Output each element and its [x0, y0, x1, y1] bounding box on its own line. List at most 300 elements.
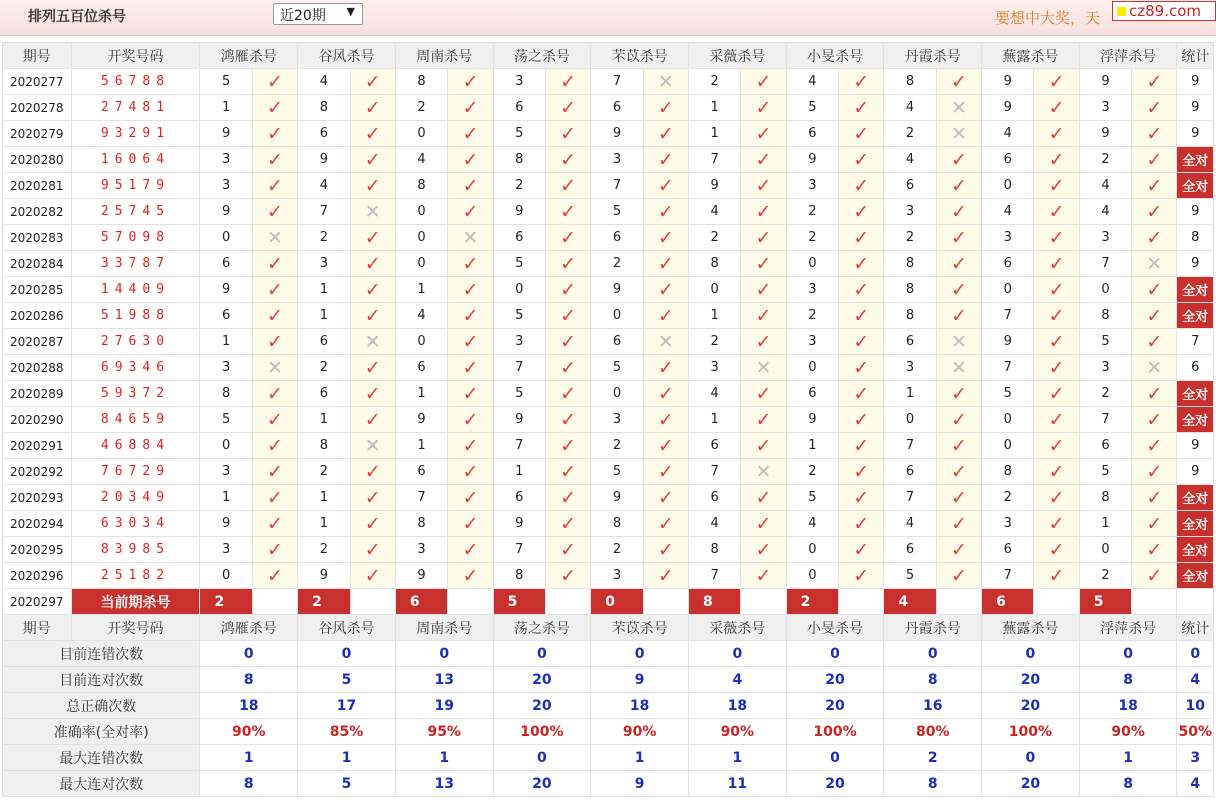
site-badge[interactable] — [1112, 1, 1216, 21]
column-header-expert-4[interactable]: 荡之杀号 — [493, 43, 591, 69]
check-icon: ✓ — [448, 199, 493, 225]
check-icon: ✓ — [936, 433, 981, 459]
check-icon: ✓ — [839, 225, 884, 251]
column-header-expert-9[interactable]: 蕪露杀号 — [982, 43, 1080, 69]
cross-icon: ✕ — [936, 355, 981, 381]
check-icon: ✓ — [545, 225, 590, 251]
summary-value: 20 — [982, 771, 1080, 797]
kill-number: 3 — [200, 459, 252, 485]
kill-number: 7 — [493, 433, 545, 459]
draw-numbers: 83985 — [71, 537, 200, 563]
kill-number: 3 — [1079, 355, 1131, 381]
check-icon: ✓ — [1132, 303, 1177, 329]
kill-number: 0 — [786, 563, 838, 589]
summary-value: 0 — [688, 641, 786, 667]
check-icon: ✓ — [1132, 173, 1177, 199]
check-icon: ✓ — [350, 407, 395, 433]
column-header-expert-8[interactable]: 丹霞杀号 — [884, 43, 982, 69]
kill-number: 8 — [884, 303, 936, 329]
check-icon: ✓ — [643, 459, 688, 485]
table-row — [3, 355, 1214, 381]
kill-number: 9 — [786, 147, 838, 173]
check-icon: ✓ — [1132, 147, 1177, 173]
current-kill-number: 2 — [200, 589, 252, 615]
check-icon: ✓ — [1132, 95, 1177, 121]
check-icon: ✓ — [350, 355, 395, 381]
summary-stat: 0 — [1177, 641, 1214, 667]
summary-value: 20 — [786, 667, 884, 693]
summary-value: 18 — [688, 693, 786, 719]
kill-number: 2 — [982, 485, 1034, 511]
column-header-period: 期号 — [3, 43, 72, 69]
check-icon: ✓ — [448, 121, 493, 147]
check-icon: ✓ — [936, 459, 981, 485]
check-icon: ✓ — [643, 485, 688, 511]
kill-number: 4 — [688, 381, 740, 407]
kill-number: 0 — [1079, 537, 1131, 563]
check-icon: ✓ — [448, 355, 493, 381]
kill-number: 1 — [200, 485, 252, 511]
kill-number: 6 — [982, 251, 1034, 277]
kill-number: 0 — [786, 251, 838, 277]
kill-number: 7 — [884, 485, 936, 511]
page-header — [0, 0, 1216, 36]
summary-label: 目前连错次数 — [3, 641, 200, 667]
check-icon: ✓ — [350, 121, 395, 147]
kill-number: 0 — [395, 329, 447, 355]
kill-number: 3 — [786, 173, 838, 199]
kill-number: 4 — [884, 511, 936, 537]
kill-number: 9 — [982, 69, 1034, 95]
draw-numbers: 14409 — [71, 277, 200, 303]
check-icon: ✓ — [545, 173, 590, 199]
kill-number: 5 — [591, 355, 643, 381]
period-cell: 2020293 — [3, 485, 72, 511]
stat-cell: 8 — [1177, 225, 1214, 251]
current-kill-label: 当前期杀号 — [71, 589, 200, 615]
check-icon: ✓ — [545, 69, 590, 95]
summary-header-expert-10[interactable]: 浮萍杀号 — [1079, 615, 1177, 641]
kill-number: 3 — [786, 277, 838, 303]
draw-numbers: 25182 — [71, 563, 200, 589]
check-icon: ✓ — [1034, 511, 1079, 537]
summary-stat: 3 — [1177, 745, 1214, 771]
kill-number: 5 — [200, 69, 252, 95]
check-icon: ✓ — [545, 407, 590, 433]
summary-value: 2 — [884, 745, 982, 771]
summary-header-expert-9[interactable]: 蕪露杀号 — [982, 615, 1080, 641]
kill-number: 0 — [591, 381, 643, 407]
check-icon: ✓ — [741, 329, 786, 355]
kill-number: 8 — [591, 511, 643, 537]
summary-stat: 10 — [1177, 693, 1214, 719]
summary-stat: 4 — [1177, 667, 1214, 693]
kill-number: 1 — [493, 459, 545, 485]
summary-value: 8 — [884, 771, 982, 797]
kill-number: 7 — [1079, 251, 1131, 277]
check-icon: ✓ — [839, 277, 884, 303]
cross-icon: ✕ — [252, 225, 297, 251]
kill-number: 6 — [884, 329, 936, 355]
kill-number: 6 — [884, 173, 936, 199]
cross-icon: ✕ — [350, 199, 395, 225]
summary-label: 总正确次数 — [3, 693, 200, 719]
table-row — [3, 485, 1214, 511]
table-row — [3, 459, 1214, 485]
summary-header-stat: 统计 — [1177, 615, 1214, 641]
table-row — [3, 537, 1214, 563]
draw-numbers: 33787 — [71, 251, 200, 277]
summary-value: 20 — [982, 667, 1080, 693]
kill-number: 9 — [688, 173, 740, 199]
check-icon: ✓ — [1034, 381, 1079, 407]
kill-number: 2 — [786, 225, 838, 251]
check-icon: ✓ — [448, 459, 493, 485]
summary-value: 20 — [493, 693, 591, 719]
kill-number: 5 — [786, 95, 838, 121]
summary-value: 0 — [982, 641, 1080, 667]
kill-number: 4 — [688, 199, 740, 225]
summary-value: 18 — [591, 693, 689, 719]
kill-number: 4 — [884, 95, 936, 121]
page-title: 排列五百位杀号 — [28, 9, 126, 25]
kill-number: 3 — [982, 225, 1034, 251]
summary-value: 8 — [884, 667, 982, 693]
check-icon: ✓ — [839, 537, 884, 563]
cross-icon: ✕ — [936, 121, 981, 147]
period-cell: 2020296 — [3, 563, 72, 589]
kill-number: 1 — [200, 95, 252, 121]
check-icon: ✓ — [936, 69, 981, 95]
cross-icon: ✕ — [350, 329, 395, 355]
check-icon: ✓ — [1132, 277, 1177, 303]
summary-value: 1 — [395, 745, 493, 771]
check-icon: ✓ — [1034, 121, 1079, 147]
check-icon: ✓ — [839, 407, 884, 433]
check-icon: ✓ — [643, 303, 688, 329]
kill-number: 4 — [298, 69, 350, 95]
kill-number: 2 — [591, 251, 643, 277]
check-icon: ✓ — [350, 537, 395, 563]
kill-number: 9 — [591, 277, 643, 303]
check-icon: ✓ — [252, 511, 297, 537]
summary-value: 1 — [688, 745, 786, 771]
period-cell: 2020280 — [3, 147, 72, 173]
kill-number: 6 — [1079, 433, 1131, 459]
column-header-expert-2[interactable]: 谷风杀号 — [298, 43, 396, 69]
kill-number: 3 — [493, 329, 545, 355]
stat-cell: 6 — [1177, 355, 1214, 381]
period-range-select[interactable] — [273, 3, 363, 25]
stat-cell: 9 — [1177, 95, 1214, 121]
check-icon: ✓ — [545, 511, 590, 537]
kill-number: 0 — [591, 303, 643, 329]
kill-number: 8 — [982, 459, 1034, 485]
kill-number: 5 — [1079, 329, 1131, 355]
period-cell: 2020287 — [3, 329, 72, 355]
summary-header-expert-5[interactable]: 芣苡杀号 — [591, 615, 689, 641]
check-icon: ✓ — [936, 511, 981, 537]
check-icon: ✓ — [643, 121, 688, 147]
check-icon: ✓ — [1034, 407, 1079, 433]
kill-number: 6 — [493, 95, 545, 121]
cross-icon: ✕ — [448, 225, 493, 251]
summary-header-expert-4[interactable]: 荡之杀号 — [493, 615, 591, 641]
check-icon: ✓ — [545, 381, 590, 407]
kill-number: 0 — [884, 407, 936, 433]
check-icon: ✓ — [350, 511, 395, 537]
check-icon: ✓ — [643, 95, 688, 121]
kill-number: 8 — [884, 277, 936, 303]
kill-number: 1 — [1079, 511, 1131, 537]
column-header-expert-3[interactable]: 周南杀号 — [395, 43, 493, 69]
summary-header-expert-7[interactable]: 小旻杀号 — [786, 615, 884, 641]
summary-value: 11 — [688, 771, 786, 797]
check-icon: ✓ — [741, 485, 786, 511]
period-cell: 2020286 — [3, 303, 72, 329]
check-icon: ✓ — [545, 563, 590, 589]
check-icon: ✓ — [448, 303, 493, 329]
kill-number: 6 — [493, 485, 545, 511]
summary-value: 0 — [786, 641, 884, 667]
kill-number: 6 — [591, 95, 643, 121]
kill-number: 5 — [591, 459, 643, 485]
kill-number: 5 — [493, 121, 545, 147]
kill-number: 0 — [200, 433, 252, 459]
check-icon: ✓ — [643, 199, 688, 225]
summary-value: 8 — [1079, 771, 1177, 797]
summary-value: 0 — [395, 641, 493, 667]
summary-value: 100% — [493, 719, 591, 745]
stat-cell: 9 — [1177, 69, 1214, 95]
check-icon: ✓ — [643, 407, 688, 433]
check-icon: ✓ — [350, 563, 395, 589]
check-icon: ✓ — [1132, 199, 1177, 225]
column-header-expert-6[interactable]: 采薇杀号 — [688, 43, 786, 69]
kill-number: 6 — [493, 225, 545, 251]
current-kill-number: 0 — [591, 589, 643, 615]
check-icon: ✓ — [741, 511, 786, 537]
all-correct-badge: 全对 — [1177, 537, 1214, 563]
kill-number: 8 — [688, 251, 740, 277]
site-badge-label: cz89.com — [1129, 2, 1202, 20]
draw-numbers: 59372 — [71, 381, 200, 407]
column-header-expert-5[interactable]: 芣苡杀号 — [591, 43, 689, 69]
check-icon: ✓ — [545, 277, 590, 303]
summary-label: 准确率(全对率) — [3, 719, 200, 745]
summary-value: 16 — [884, 693, 982, 719]
summary-header-expert-1[interactable]: 鸿雁杀号 — [200, 615, 298, 641]
summary-value: 20 — [493, 667, 591, 693]
check-icon: ✓ — [252, 121, 297, 147]
check-icon: ✓ — [252, 199, 297, 225]
kill-number: 3 — [884, 199, 936, 225]
summary-header-expert-8[interactable]: 丹霞杀号 — [884, 615, 982, 641]
kill-number: 3 — [688, 355, 740, 381]
kill-number: 8 — [493, 147, 545, 173]
kill-number: 2 — [884, 121, 936, 147]
summary-label: 目前连对次数 — [3, 667, 200, 693]
summary-header-expert-3[interactable]: 周南杀号 — [395, 615, 493, 641]
check-icon: ✓ — [936, 225, 981, 251]
summary-value: 18 — [200, 693, 298, 719]
check-icon: ✓ — [741, 433, 786, 459]
kill-number: 8 — [1079, 303, 1131, 329]
check-icon: ✓ — [839, 251, 884, 277]
check-icon: ✓ — [643, 225, 688, 251]
period-cell: 2020277 — [3, 69, 72, 95]
kill-number: 9 — [493, 199, 545, 225]
kill-number: 8 — [884, 251, 936, 277]
cross-icon: ✕ — [1132, 355, 1177, 381]
draw-numbers: 20349 — [71, 485, 200, 511]
summary-header-expert-2[interactable]: 谷风杀号 — [298, 615, 396, 641]
column-header-expert-1[interactable]: 鸿雁杀号 — [200, 43, 298, 69]
check-icon: ✓ — [1034, 199, 1079, 225]
check-icon: ✓ — [1132, 329, 1177, 355]
summary-row — [3, 693, 1214, 719]
table-row — [3, 511, 1214, 537]
table-row — [3, 407, 1214, 433]
check-icon: ✓ — [839, 147, 884, 173]
kill-number: 3 — [200, 173, 252, 199]
draw-numbers: 25745 — [71, 199, 200, 225]
check-icon: ✓ — [252, 147, 297, 173]
summary-header-expert-6[interactable]: 采薇杀号 — [688, 615, 786, 641]
table-row — [3, 121, 1214, 147]
kill-number: 2 — [591, 537, 643, 563]
kill-number: 3 — [1079, 225, 1131, 251]
summary-header-numbers: 开奖号码 — [71, 615, 200, 641]
empty-cell — [936, 589, 981, 615]
table-row — [3, 95, 1214, 121]
kill-number: 6 — [395, 459, 447, 485]
current-kill-number: 4 — [884, 589, 936, 615]
check-icon: ✓ — [936, 303, 981, 329]
current-kill-number: 5 — [493, 589, 545, 615]
check-icon: ✓ — [448, 173, 493, 199]
kill-number: 8 — [493, 563, 545, 589]
check-icon: ✓ — [350, 173, 395, 199]
check-icon: ✓ — [839, 381, 884, 407]
kill-number: 5 — [1079, 459, 1131, 485]
kill-number: 7 — [493, 355, 545, 381]
kill-number: 1 — [395, 381, 447, 407]
check-icon: ✓ — [350, 251, 395, 277]
check-icon: ✓ — [1132, 485, 1177, 511]
check-icon: ✓ — [448, 147, 493, 173]
check-icon: ✓ — [350, 381, 395, 407]
empty-cell — [1034, 589, 1079, 615]
kill-number: 9 — [200, 199, 252, 225]
summary-value: 8 — [200, 771, 298, 797]
kill-number: 4 — [1079, 173, 1131, 199]
check-icon: ✓ — [448, 95, 493, 121]
table-row — [3, 433, 1214, 459]
kill-number: 6 — [395, 355, 447, 381]
check-icon: ✓ — [252, 485, 297, 511]
check-icon: ✓ — [1132, 69, 1177, 95]
table-row — [3, 381, 1214, 407]
summary-header-row — [3, 615, 1214, 641]
kill-number: 9 — [298, 563, 350, 589]
column-header-expert-7[interactable]: 小旻杀号 — [786, 43, 884, 69]
kill-number: 7 — [591, 173, 643, 199]
kill-number: 5 — [200, 407, 252, 433]
summary-value: 20 — [786, 771, 884, 797]
check-icon: ✓ — [545, 303, 590, 329]
check-icon: ✓ — [643, 537, 688, 563]
check-icon: ✓ — [839, 355, 884, 381]
kill-number: 4 — [1079, 199, 1131, 225]
kill-number: 6 — [982, 147, 1034, 173]
period-cell: 2020281 — [3, 173, 72, 199]
summary-value: 13 — [395, 771, 493, 797]
period-cell: 2020283 — [3, 225, 72, 251]
kill-number: 8 — [200, 381, 252, 407]
kill-number: 0 — [395, 251, 447, 277]
summary-value: 9 — [591, 667, 689, 693]
kill-number: 8 — [298, 95, 350, 121]
summary-row — [3, 719, 1214, 745]
draw-numbers: 93291 — [71, 121, 200, 147]
check-icon: ✓ — [1132, 563, 1177, 589]
kill-number: 6 — [200, 303, 252, 329]
table-row — [3, 199, 1214, 225]
table-row — [3, 329, 1214, 355]
check-icon: ✓ — [252, 381, 297, 407]
period-cell: 2020285 — [3, 277, 72, 303]
check-icon: ✓ — [839, 329, 884, 355]
all-correct-badge: 全对 — [1177, 303, 1214, 329]
kill-number: 6 — [298, 121, 350, 147]
draw-numbers: 84659 — [71, 407, 200, 433]
check-icon: ✓ — [741, 563, 786, 589]
check-icon: ✓ — [936, 147, 981, 173]
current-kill-number: 2 — [786, 589, 838, 615]
column-header-numbers: 开奖号码 — [71, 43, 200, 69]
summary-label: 最大连错次数 — [3, 745, 200, 771]
kill-number: 3 — [200, 147, 252, 173]
draw-numbers: 46884 — [71, 433, 200, 459]
check-icon: ✓ — [643, 173, 688, 199]
check-icon: ✓ — [839, 459, 884, 485]
check-icon: ✓ — [252, 303, 297, 329]
check-icon: ✓ — [1034, 277, 1079, 303]
kill-number: 7 — [1079, 407, 1131, 433]
check-icon: ✓ — [741, 277, 786, 303]
kill-number: 6 — [298, 329, 350, 355]
summary-value: 1 — [591, 745, 689, 771]
check-icon: ✓ — [1034, 173, 1079, 199]
check-icon: ✓ — [252, 251, 297, 277]
kill-number: 2 — [786, 459, 838, 485]
summary-value: 18 — [1079, 693, 1177, 719]
draw-numbers: 56788 — [71, 69, 200, 95]
period-cell: 2020294 — [3, 511, 72, 537]
check-icon: ✓ — [1034, 485, 1079, 511]
column-header-expert-10[interactable]: 浮萍杀号 — [1079, 43, 1177, 69]
summary-value: 8 — [1079, 667, 1177, 693]
check-icon: ✓ — [741, 95, 786, 121]
kill-number: 1 — [884, 381, 936, 407]
kill-number: 1 — [688, 95, 740, 121]
check-icon: ✓ — [1132, 537, 1177, 563]
all-correct-badge: 全对 — [1177, 407, 1214, 433]
kill-number: 5 — [982, 381, 1034, 407]
check-icon: ✓ — [448, 511, 493, 537]
empty-cell — [839, 589, 884, 615]
